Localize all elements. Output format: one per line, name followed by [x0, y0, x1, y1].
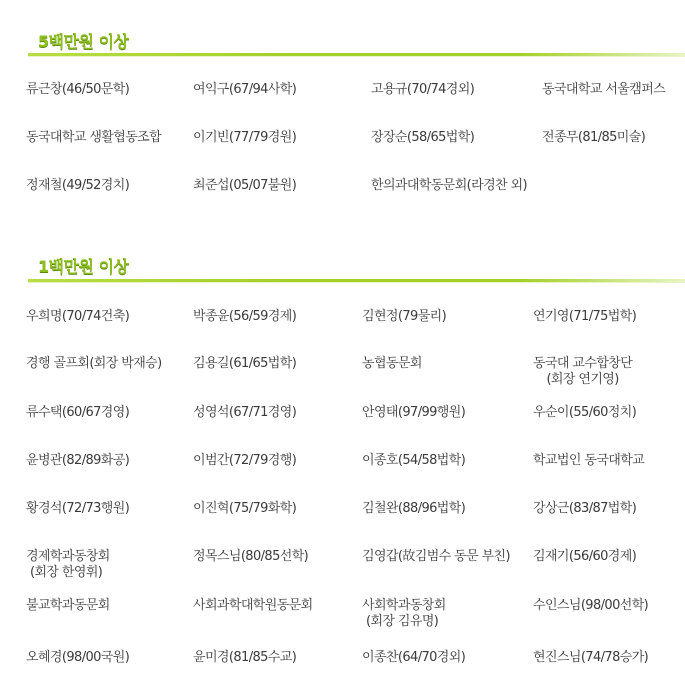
donor-entry — [26, 309, 129, 325]
donor-name: 현진스님(74/78승가) — [533, 650, 649, 665]
donor-entry — [362, 501, 465, 517]
donor-entry — [193, 598, 313, 614]
donor-entry — [26, 356, 162, 372]
donor-entry — [533, 650, 648, 666]
donor-name: 정목스님(80/85선학) — [193, 549, 309, 564]
donor-name: 이종호(54/58법학) — [362, 453, 466, 468]
donor-entry — [533, 309, 636, 325]
donor-name: 연기영(71/75법학) — [533, 309, 637, 324]
donor-entry — [362, 453, 465, 469]
donor-name: 안영태(97/99행원) — [362, 405, 466, 420]
donor-entry — [362, 405, 465, 421]
donor-name: 동국대학교 생활협동조합 — [26, 130, 162, 145]
donor-name: 김용길(61/65법학) — [193, 356, 297, 371]
donor-entry — [371, 178, 527, 194]
donor-name: 동국대 교수합창단 — [533, 356, 633, 371]
donor-entry — [26, 598, 110, 614]
donor-name: 농협동문회 — [362, 356, 422, 371]
donor-name: 우희명(70/74건축) — [26, 309, 130, 324]
donor-entry — [371, 130, 474, 146]
donor-name: 류근창(46/50문학) — [26, 82, 130, 97]
donor-name: 김현정(79물리) — [362, 309, 447, 324]
section-title-5m: 5백만원 이상 — [38, 32, 129, 51]
donor-entry — [193, 356, 296, 372]
donor-name: 경제학과동창회 — [26, 549, 110, 564]
donor-entry — [193, 82, 296, 98]
donor-entry — [362, 650, 465, 666]
donor-note: (회장 김유명) — [366, 614, 439, 629]
donor-entry — [193, 178, 296, 194]
donor-entry — [26, 82, 129, 98]
section-divider — [28, 53, 685, 56]
donor-name: 한의과대학동문회(라경찬 외) — [371, 178, 527, 193]
donor-name: 우순이(55/60정치) — [533, 405, 637, 420]
donor-entry — [26, 405, 129, 421]
donor-name: 강상근(83/87법학) — [533, 501, 637, 516]
donor-entry — [533, 598, 648, 614]
donor-name: 정재철(49/52경치) — [26, 178, 130, 193]
donor-note: (회장 한영휘) — [30, 565, 103, 580]
donor-entry — [26, 130, 161, 146]
donor-name: 박종윤(56/59경제) — [193, 309, 297, 324]
donor-entry — [362, 598, 446, 630]
donor-name: 윤미경(81/85수교) — [193, 650, 297, 665]
donor-name: 불교학과동문회 — [26, 598, 110, 613]
donor-name: 전종무(81/85미술) — [542, 130, 646, 145]
donor-name: 황경석(72/73행원) — [26, 501, 130, 516]
donor-entry — [371, 82, 474, 98]
donor-entry — [533, 549, 636, 565]
section-title-1m: 1백만원 이상 — [38, 257, 129, 276]
donor-entry — [362, 356, 422, 372]
donor-entry — [533, 405, 636, 421]
donor-entry — [26, 501, 129, 517]
donor-entry — [26, 178, 129, 194]
donor-name: 최준섭(05/07불원) — [193, 178, 297, 193]
donor-name: 김철완(88/96법학) — [362, 501, 466, 516]
donor-entry — [542, 130, 645, 146]
donor-entry — [362, 549, 510, 565]
donor-name: 류수택(60/67경영) — [26, 405, 130, 420]
donor-entry — [26, 549, 110, 581]
donor-entry — [193, 309, 296, 325]
donor-name: 사회학과동창회 — [362, 598, 446, 613]
donor-name: 김영갑(故김범수 동문 부친) — [362, 549, 510, 564]
donor-name: 이종찬(64/70경외) — [362, 650, 466, 665]
donor-entry — [193, 549, 308, 565]
donor-name: 사회과학대학원동문회 — [193, 598, 313, 613]
donor-entry — [193, 405, 296, 421]
donor-name: 이진혁(75/79화학) — [193, 501, 297, 516]
donor-name: 오혜경(98/00국원) — [26, 650, 130, 665]
donor-name: 학교법인 동국대학교 — [533, 453, 645, 468]
donor-name: 경행 골프회(회장 박재승) — [26, 356, 162, 371]
donor-name: 장장순(58/65법학) — [371, 130, 475, 145]
donor-name: 동국대학교 서울캠퍼스 — [542, 82, 666, 97]
donor-entry — [533, 501, 636, 517]
donor-name: 고용규(70/74경외) — [371, 82, 475, 97]
donor-name: 이범간(72/79경행) — [193, 453, 297, 468]
donor-entry — [193, 650, 296, 666]
donor-entry — [542, 82, 665, 98]
donor-entry — [193, 130, 296, 146]
donor-name: 윤병관(82/89화공) — [26, 453, 130, 468]
donor-entry — [533, 453, 644, 469]
donor-entry — [26, 650, 129, 666]
donor-name: 성영석(67/71경영) — [193, 405, 297, 420]
donor-entry — [193, 453, 296, 469]
donor-entry — [193, 501, 296, 517]
donor-entry — [26, 453, 129, 469]
donor-entry — [533, 356, 632, 388]
donor-name: 김재기(56/60경제) — [533, 549, 637, 564]
donor-name: 수인스님(98/00선학) — [533, 598, 649, 613]
donor-name: 이기빈(77/79경원) — [193, 130, 297, 145]
donor-entry — [362, 309, 446, 325]
donor-note: (회장 연기영) — [546, 372, 619, 387]
section-divider — [28, 279, 685, 282]
donor-name: 여익구(67/94사학) — [193, 82, 297, 97]
